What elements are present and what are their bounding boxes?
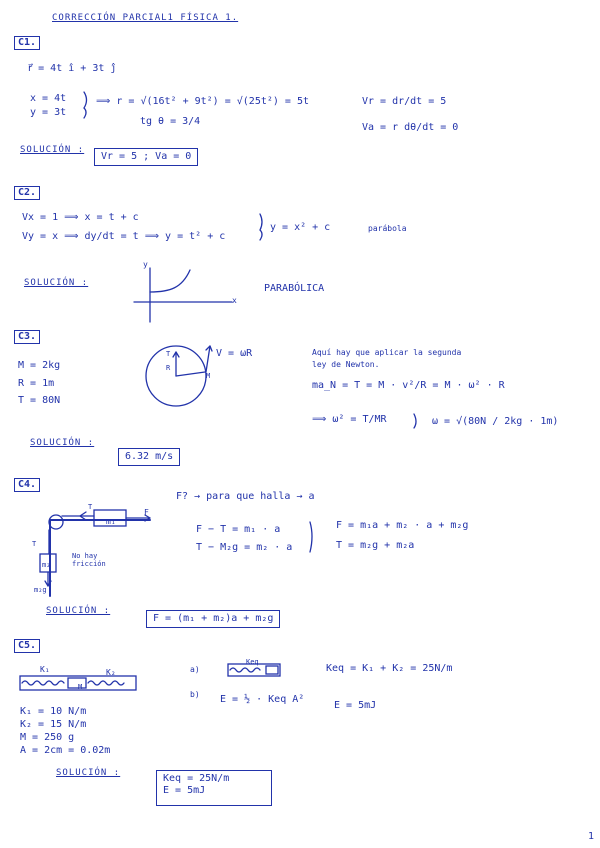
c5-mass-value: M = 250 g bbox=[20, 732, 75, 743]
c3-omega: ω = √(80N / 2kg · 1m) bbox=[432, 416, 559, 427]
c3-radius: R = 1m bbox=[18, 378, 55, 389]
c2-vy-equation: Vy = x ⟹ dy/dt = t ⟹ y = t² + c bbox=[22, 231, 226, 242]
c5-keq-diagram-label: Keq bbox=[246, 658, 259, 666]
c5-part-a: a) bbox=[190, 665, 200, 674]
c2-note: parábola bbox=[368, 224, 407, 233]
c5-solution-label: SOLUCIÓN : bbox=[56, 768, 121, 778]
c4-equation-4: T = m₂g + m₂a bbox=[336, 540, 415, 551]
c3-diagram-m: M bbox=[206, 372, 211, 380]
c5-part-b: b) bbox=[190, 690, 200, 699]
c5-solution-keq: Keq = 25N/m bbox=[163, 773, 230, 784]
c3-diagram-t: T bbox=[166, 350, 171, 358]
c2-parabola-sketch bbox=[134, 268, 232, 322]
c4-tension-top-label: T bbox=[88, 503, 93, 511]
c4-brace bbox=[310, 522, 312, 552]
c5-mass-label: M bbox=[78, 683, 83, 691]
question-label-c5: C5. bbox=[14, 639, 40, 653]
c1-angular-velocity: Va = r dθ/dt = 0 bbox=[362, 122, 459, 133]
c4-solution-label: SOLUCIÓN : bbox=[46, 606, 111, 616]
c2-axis-x-label: x bbox=[232, 296, 237, 305]
c3-note-line2: ley de Newton. bbox=[312, 360, 380, 369]
question-label-c4: C4. bbox=[14, 478, 40, 492]
c5-energy-equation: E = ½ · Keq A² bbox=[220, 694, 305, 705]
c1-x: x = 4t bbox=[30, 93, 67, 104]
c3-velocity-label: V = ωR bbox=[216, 348, 253, 359]
c3-circle-diagram bbox=[146, 346, 212, 406]
page-title: CORRECCIÓN PARCIAL1 FÍSICA 1. bbox=[52, 13, 239, 23]
c4-question: F? → para que halla → a bbox=[176, 491, 315, 502]
c4-weight-label: m₂g bbox=[34, 586, 47, 594]
c5-equivalent-spring-diagram bbox=[228, 664, 280, 676]
c2-result: y = x² + c bbox=[270, 222, 331, 233]
c4-pulley-diagram bbox=[40, 510, 150, 596]
c4-equation-3: F = m₁a + m₂ · a + m₂g bbox=[336, 520, 469, 531]
c1-y: y = 3t bbox=[30, 107, 67, 118]
c1-radial-velocity: Vr = dr/dt = 5 bbox=[362, 96, 447, 107]
c4-equation-2: T − M₂g = m₂ · a bbox=[196, 542, 293, 553]
c3-omega-squared: ⟹ ω² = T/MR bbox=[312, 414, 387, 425]
question-label-c2: C2. bbox=[14, 186, 40, 200]
question-label-c3: C3. bbox=[14, 330, 40, 344]
c3-diagram-r: R bbox=[166, 364, 171, 372]
c3-newton-equation: ma_N = T = M · v²/R = M · ω² · R bbox=[312, 380, 505, 391]
page-number: 1 bbox=[587, 831, 594, 842]
c3-note-line1: Aquí hay que aplicar la segunda bbox=[312, 348, 462, 357]
c1-solution-box: Vr = 5 ; Va = 0 bbox=[94, 148, 198, 166]
c5-k2-label: K₂ bbox=[106, 668, 116, 677]
c4-force-label: F bbox=[144, 508, 149, 517]
c4-block-m1-label: m₁ bbox=[106, 517, 116, 526]
c2-vx-equation: Vx = 1 ⟹ x = t + c bbox=[22, 212, 139, 223]
c2-brace bbox=[260, 214, 262, 240]
c4-solution-box: F = (m₁ + m₂)a + m₂g bbox=[146, 610, 280, 628]
c5-amplitude-value: A = 2cm = 0.02m bbox=[20, 745, 111, 756]
c5-energy-result: E = 5mJ bbox=[334, 700, 377, 711]
c1-brace bbox=[84, 92, 87, 118]
c3-tension: T = 80N bbox=[18, 395, 61, 406]
c3-mass: M = 2kg bbox=[18, 360, 61, 371]
c1-r-equation: ⟹ r = √(16t² + 9t²) = √(25t²) = 5t bbox=[96, 96, 310, 107]
c5-keq-equation: Keq = K₁ + K₂ = 25N/m bbox=[326, 663, 453, 674]
c5-solution-energy: E = 5mJ bbox=[163, 785, 206, 796]
c2-solution-label: SOLUCIÓN : bbox=[24, 278, 89, 288]
c1-position-vector: r⃗ = 4t î + 3t ĵ bbox=[28, 63, 117, 74]
c3-solution-label: SOLUCIÓN : bbox=[30, 438, 95, 448]
c2-axis-y-label: y bbox=[143, 260, 148, 269]
c4-friction-note: No hay fricción bbox=[72, 552, 106, 568]
c4-block-m2-label: m₂ bbox=[42, 561, 51, 569]
c5-k2-value: K₂ = 15 N/m bbox=[20, 719, 87, 730]
c3-solution-box: 6.32 m/s bbox=[118, 448, 180, 466]
question-label-c1: C1. bbox=[14, 36, 40, 50]
c3-brace bbox=[414, 414, 416, 428]
c5-spring-diagram bbox=[20, 676, 136, 690]
c4-equation-1: F − T = m₁ · a bbox=[196, 524, 281, 535]
c2-solution: PARABÓLICA bbox=[264, 283, 325, 294]
c4-tension-side-label: T bbox=[32, 540, 37, 548]
c5-k1-label: K₁ bbox=[40, 665, 50, 674]
c5-k1-value: K₁ = 10 N/m bbox=[20, 706, 87, 717]
c1-solution-label: SOLUCIÓN : bbox=[20, 145, 85, 155]
c1-tg-equation: tg θ = 3/4 bbox=[140, 116, 201, 127]
